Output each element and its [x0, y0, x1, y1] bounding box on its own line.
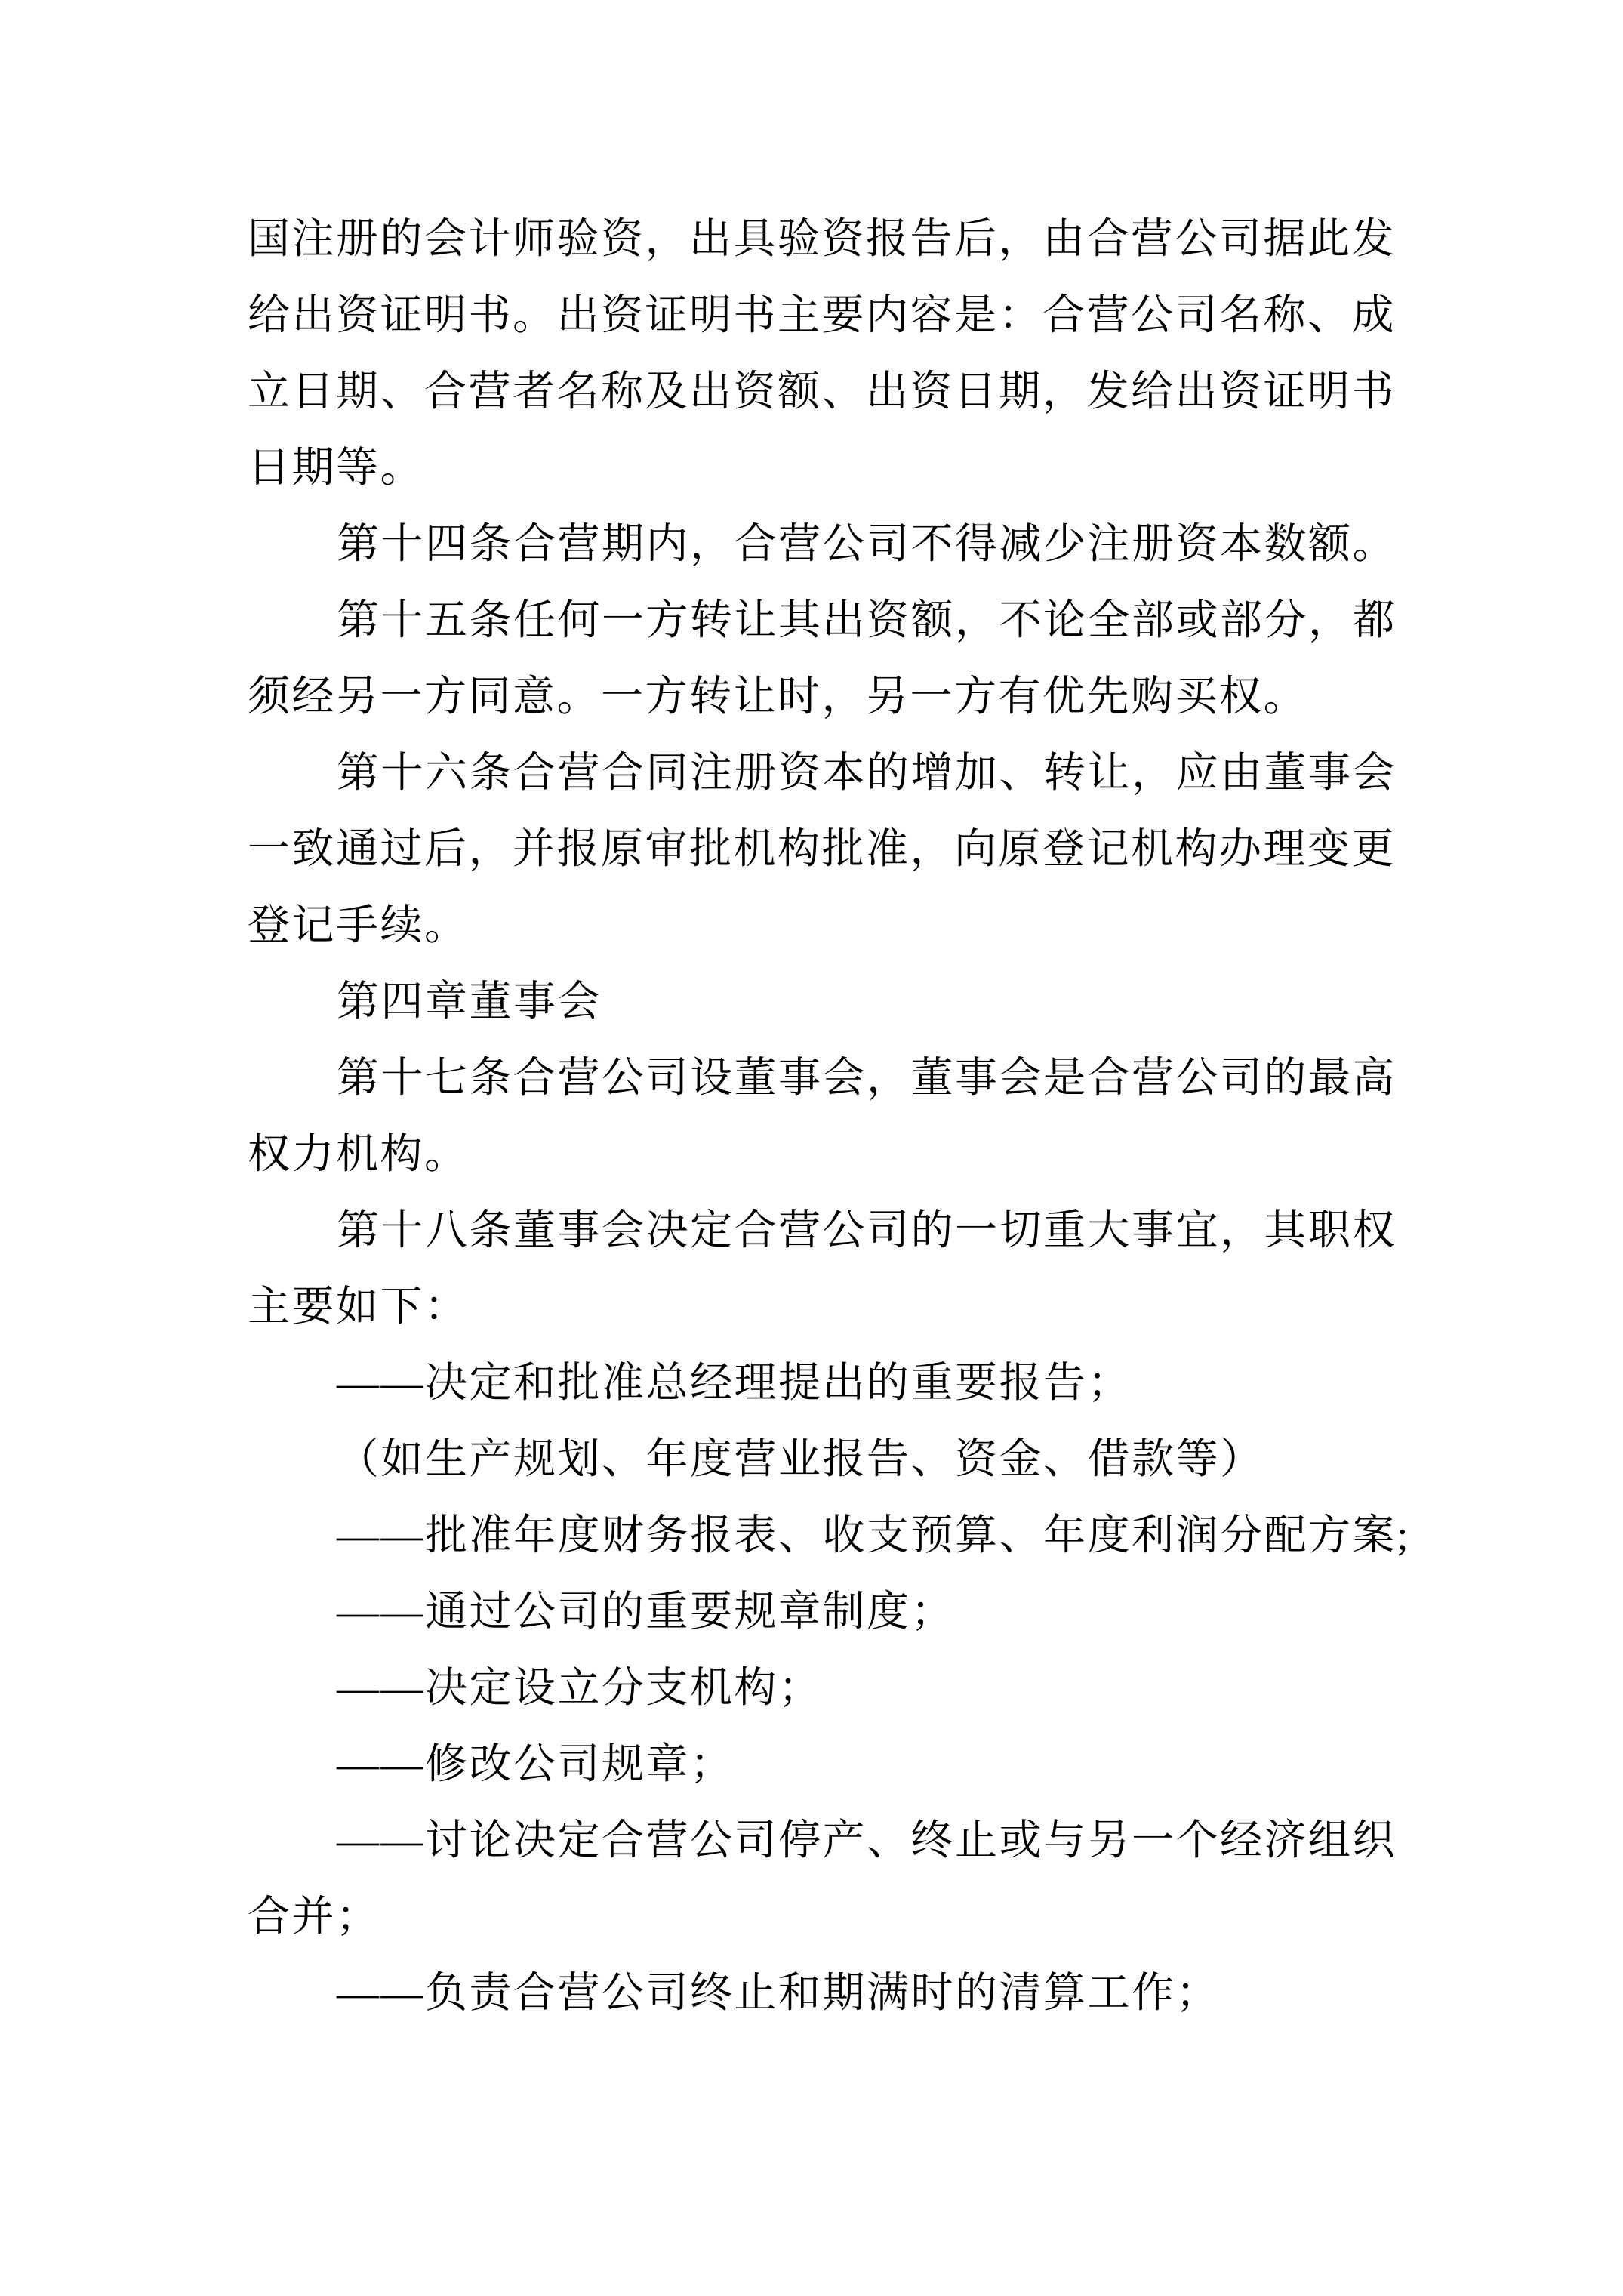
- document-text-block: [248, 202, 1471, 2032]
- document-line: ——决定设立分支机构；: [337, 1665, 823, 1712]
- document-line: 登记手续。: [248, 902, 469, 949]
- document-line: 一致通过后，并报原审批机构批准，向原登记机构办理变更: [248, 826, 1396, 873]
- document-line: ——负责合营公司终止和期满时的清算工作；: [337, 1970, 1220, 2017]
- document-line: 立日期、合营者名称及出资额、出资日期，发给出资证明书: [248, 368, 1396, 415]
- document-line: ——通过公司的重要规章制度；: [337, 1589, 955, 1635]
- document-line: 主要如下：: [248, 1284, 469, 1330]
- document-line: ——修改公司规章；: [337, 1741, 735, 1788]
- document-line: ——讨论决定合营公司停产、终止或与另一个经济组织: [337, 1817, 1397, 1864]
- document-line: 权力机构。: [248, 1131, 469, 1178]
- document-line: ——决定和批准总经理提出的重要报告；: [337, 1360, 1132, 1407]
- document-line: 给出资证明书。出资证明书主要内容是：合营公司名称、成: [248, 292, 1396, 339]
- document-line: 第十五条任何一方转让其出资额，不论全部或部分，都: [337, 597, 1397, 644]
- document-line: 日期等。: [248, 445, 424, 492]
- document-line: 合并；: [248, 1894, 380, 1940]
- document-line: 第十八条董事会决定合营公司的一切重大事宜，其职权: [337, 1207, 1397, 1254]
- document-line: 国注册的会计师验资，出具验资报告后，由合营公司据此发: [248, 216, 1396, 263]
- document-line: 第四章董事会: [337, 978, 602, 1025]
- document-line: 第十六条合营合同注册资本的增加、转让，应由董事会: [337, 750, 1397, 797]
- document-line: 第十四条合营期内，合营公司不得减少注册资本数额。: [337, 521, 1397, 568]
- document-line: 须经另一方同意。一方转让时，另一方有优先购买权。: [248, 673, 1307, 720]
- document-line: （如生产规划、年度营业报告、资金、借款等）: [337, 1436, 1264, 1483]
- document-line: ——批准年度财务报表、收支预算、年度利润分配方案;: [337, 1512, 1411, 1559]
- document-line: 第十七条合营公司设董事会，董事会是合营公司的最高: [337, 1055, 1397, 1102]
